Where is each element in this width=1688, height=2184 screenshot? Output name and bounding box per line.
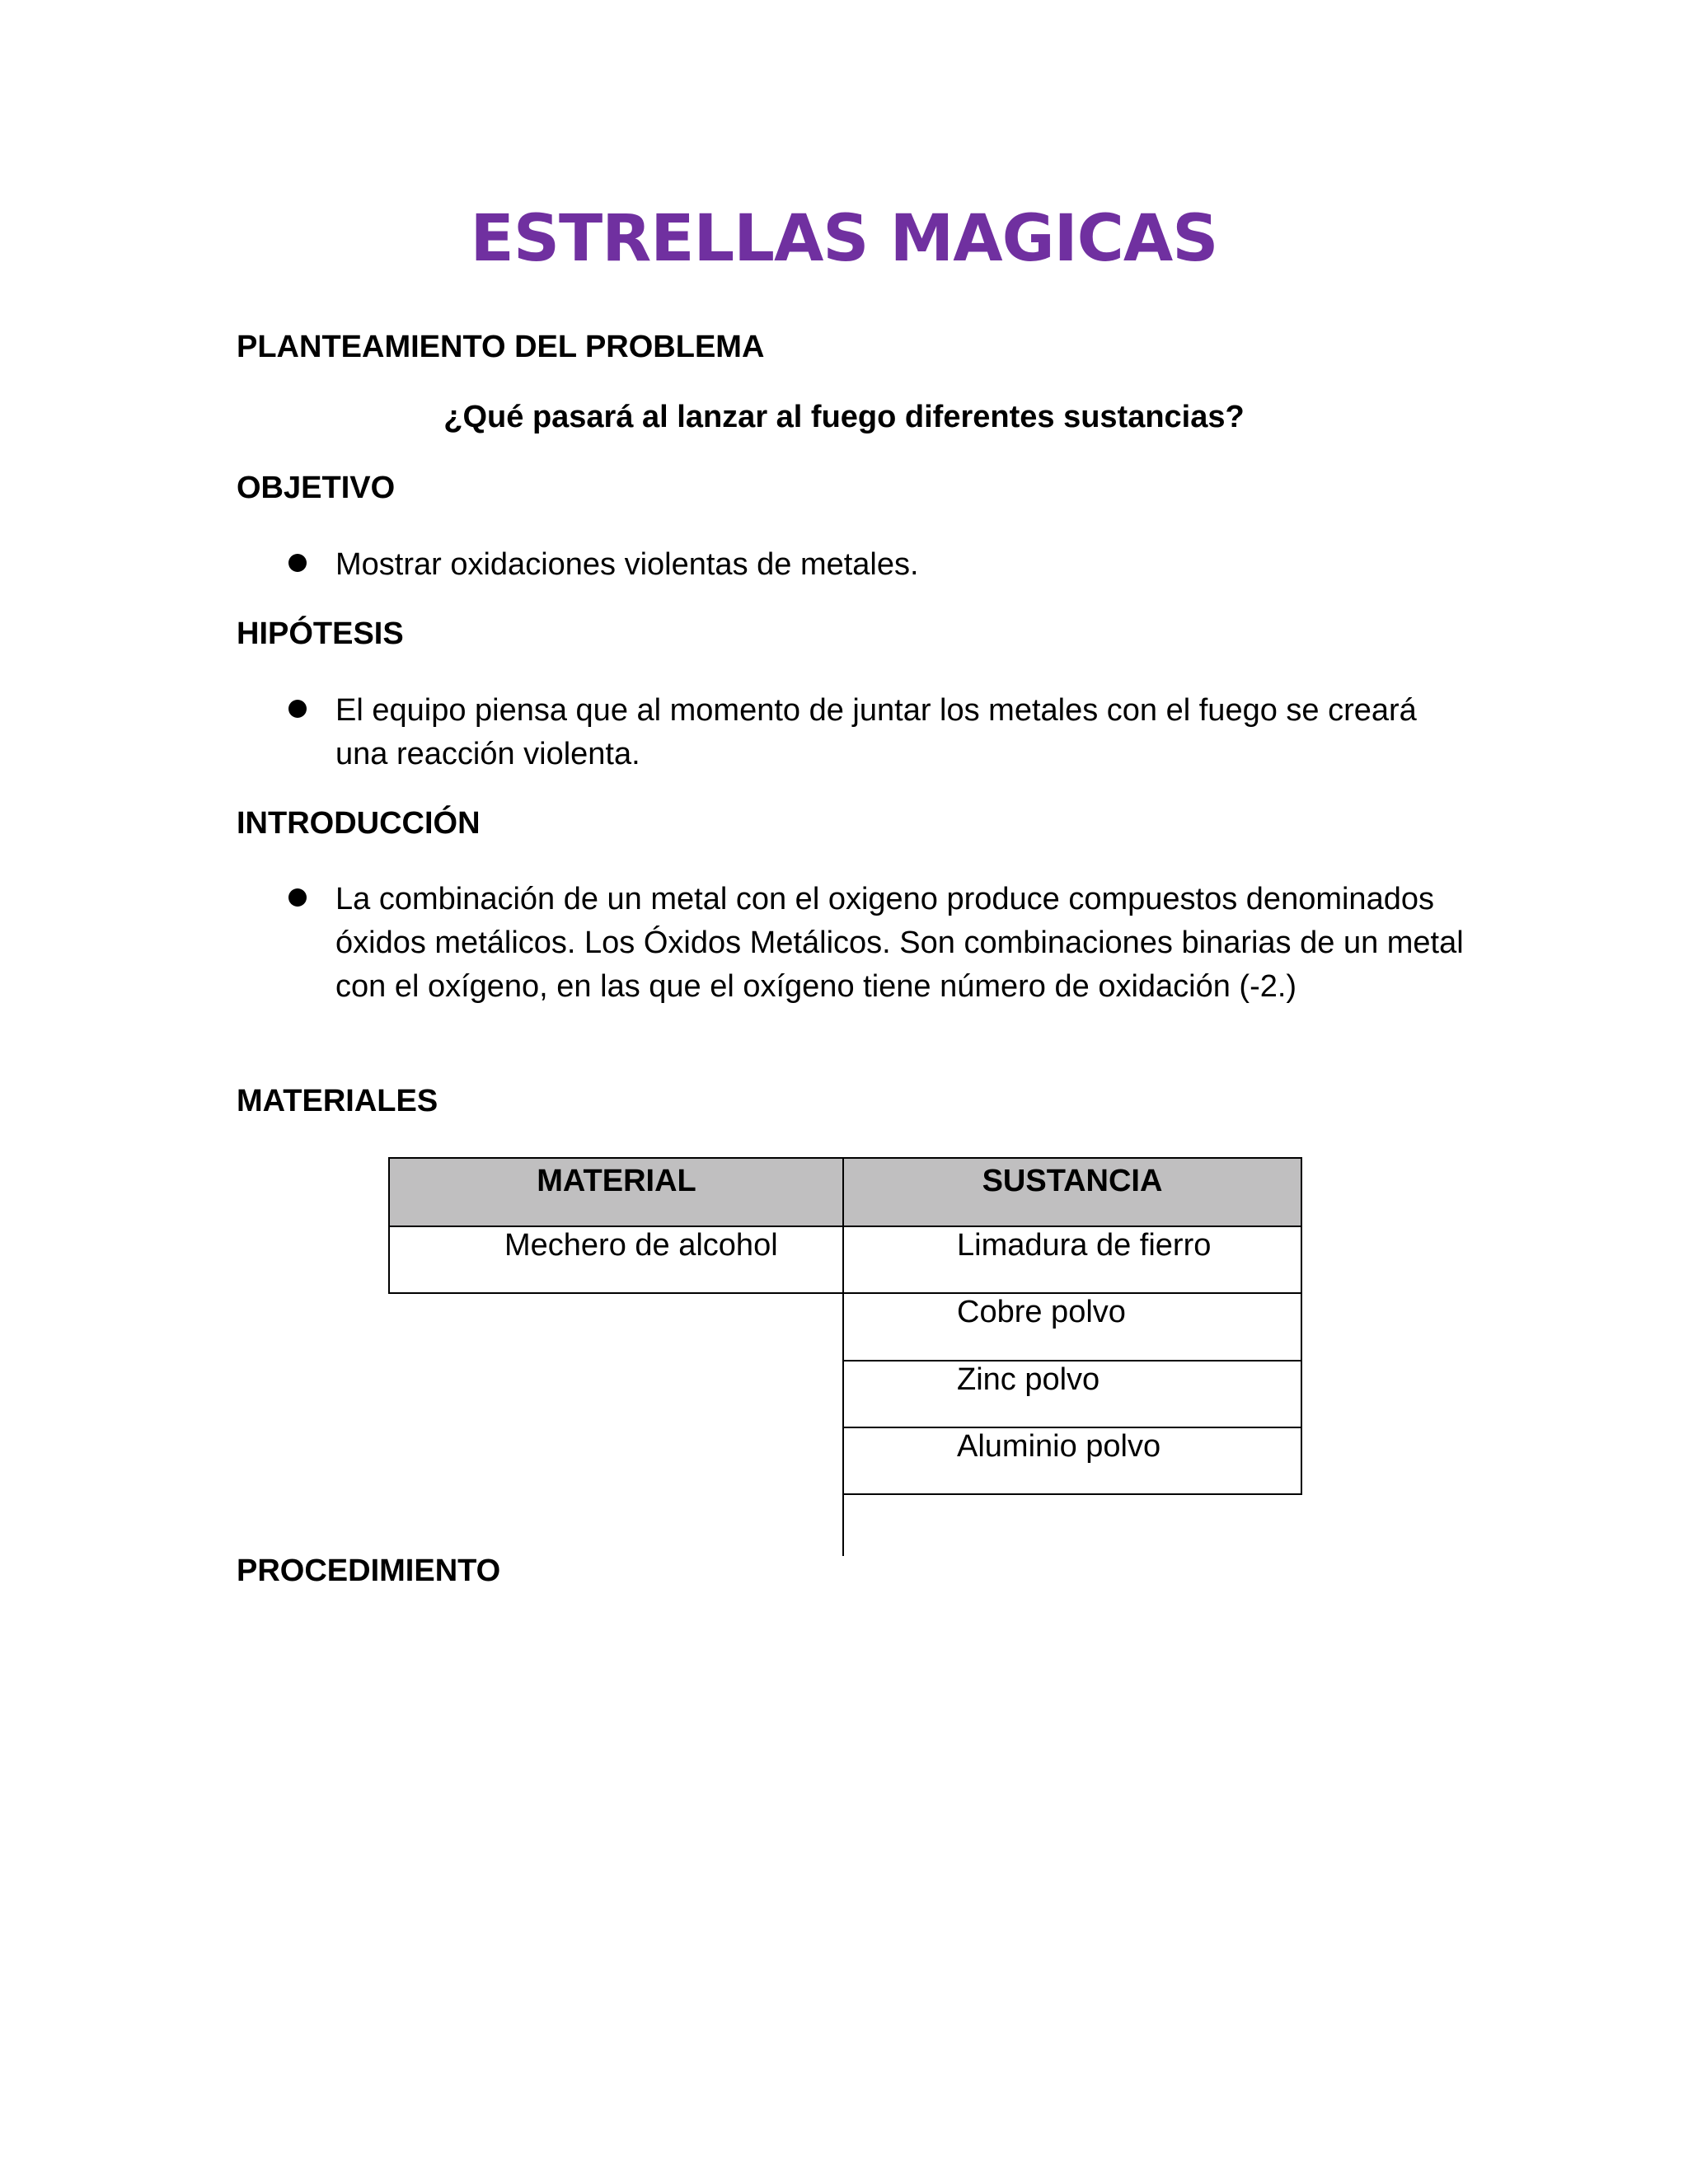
bullet-icon [288, 700, 307, 718]
heading-problem: PLANTEAMIENTO DEL PROBLEMA [237, 330, 765, 364]
problem-question: ¿Qué pasará al lanzar al fuego diferentes sustancias? [443, 400, 1245, 434]
table-border [842, 1360, 1302, 1361]
table-border [842, 1157, 844, 1556]
table-border [388, 1157, 1302, 1159]
heading-hypothesis: HIPÓTESIS [237, 616, 404, 651]
table-border [842, 1427, 1302, 1428]
table-cell-substance: Zinc polvo [957, 1362, 1100, 1397]
bullet-icon [288, 554, 307, 572]
table-header-material: MATERIAL [390, 1159, 843, 1227]
table-header-substance: SUSTANCIA [843, 1159, 1301, 1227]
table-border [842, 1493, 1302, 1495]
objective-bullet-text: Mostrar oxidaciones violentas de metales. [335, 547, 919, 582]
table-border [842, 1292, 1302, 1294]
heading-procedure: PROCEDIMIENTO [237, 1554, 501, 1588]
table-cell-substance: Limadura de fierro [957, 1228, 1212, 1263]
document-title: ESTRELLAS MAGICAS [470, 202, 1218, 276]
table-cell-substance: Cobre polvo [957, 1295, 1126, 1329]
heading-objective: OBJETIVO [237, 471, 396, 505]
table-border [388, 1226, 1302, 1227]
hypothesis-bullet-text: El equipo piensa que al momento de juntar los metales con el fuego se creará una reacción violenta. [335, 693, 1417, 771]
table-border [388, 1157, 390, 1294]
heading-materials: MATERIALES [237, 1084, 438, 1118]
table-cell-material: Mechero de alcohol [504, 1228, 778, 1263]
table-cell-substance: Aluminio polvo [957, 1429, 1161, 1464]
table-border [1301, 1157, 1302, 1495]
table-border [388, 1292, 844, 1294]
introduction-bullet-text: La combinación de un metal con el oxigeno produce compuestos denominados óxidos metálicos. Los Óxidos Metálicos. Son combinaciones binarias de un metal con el oxígeno, en las que el oxígeno tiene número de oxidación (-2.) [335, 882, 1464, 1004]
bullet-icon [288, 888, 307, 907]
heading-introduction: INTRODUCCIÓN [237, 806, 481, 841]
